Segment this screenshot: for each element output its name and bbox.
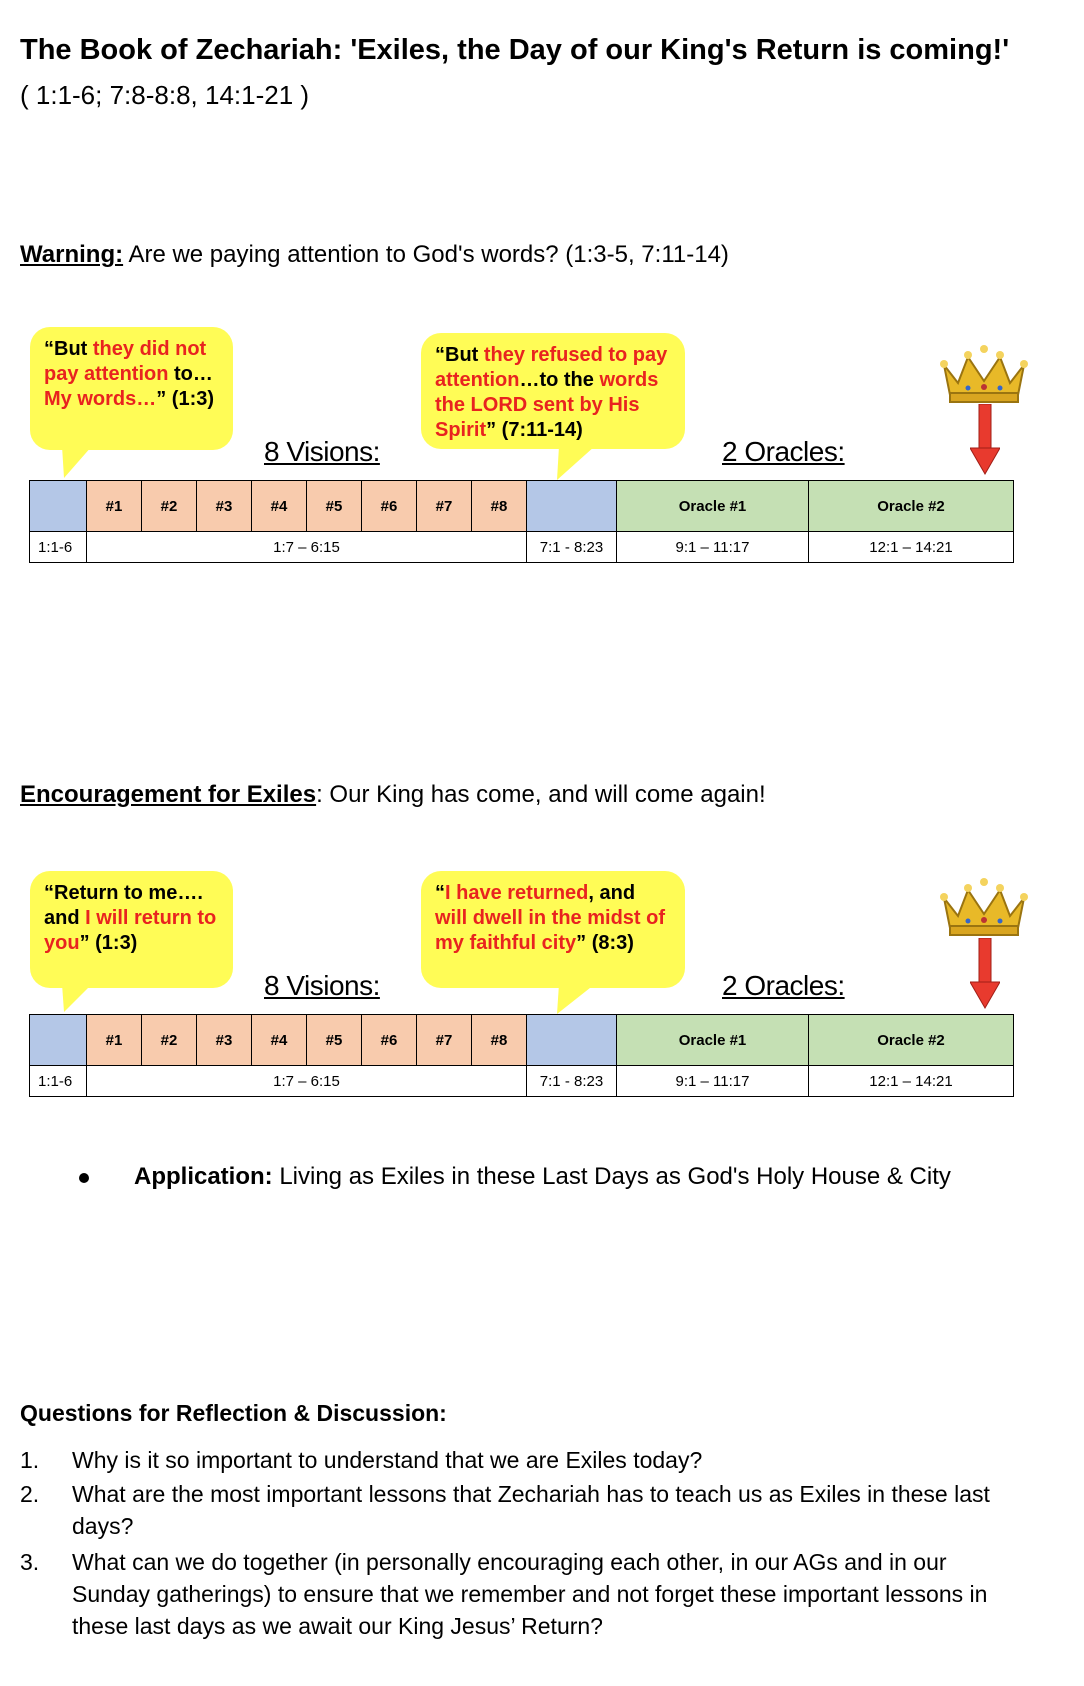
timeline-table xyxy=(29,1014,1014,1097)
quote-text: “But xyxy=(44,338,93,360)
quote-text: “Return to me…. and xyxy=(44,882,203,929)
timeline-table xyxy=(29,480,1014,563)
question-item xyxy=(20,1546,1060,1648)
bubble-quote xyxy=(44,338,214,410)
oracle-2-cell: Oracle #2 xyxy=(809,1015,1014,1066)
ref-intro: 1:1-6 xyxy=(30,1066,87,1097)
ref-oracle-2: 12:1 – 14:21 xyxy=(809,532,1014,563)
speech-bubble-right xyxy=(421,333,685,449)
vision-cell: #3 xyxy=(197,1015,252,1066)
ref-oracle-1: 9:1 – 11:17 xyxy=(617,532,809,563)
bubble-tail xyxy=(555,446,599,482)
question-number: 2. xyxy=(20,1481,40,1507)
middle-cell xyxy=(527,1015,617,1066)
ref-visions: 1:7 – 6:15 xyxy=(87,1066,527,1097)
vision-cell: #4 xyxy=(252,481,307,532)
question-number: 1. xyxy=(20,1447,40,1473)
ref-oracle-1: 9:1 – 11:17 xyxy=(617,1066,809,1097)
speech-bubble-right xyxy=(421,871,685,988)
bubble-tail xyxy=(62,984,96,1014)
vision-cell: #2 xyxy=(142,1015,197,1066)
warning-line xyxy=(20,241,729,269)
crown-icon xyxy=(938,876,1030,938)
question-text: What are the most important lessons that Zechariah has to teach us as Exiles in these last days? xyxy=(72,1481,990,1539)
highlight-text: will dwell in the midst of my faithful city xyxy=(435,907,666,954)
vision-cell: #6 xyxy=(362,1015,417,1066)
bullet-icon xyxy=(79,1173,89,1183)
vision-cell: #4 xyxy=(252,1015,307,1066)
oracles-heading: 2 Oracles: xyxy=(722,970,845,1001)
question-number: 3. xyxy=(20,1549,40,1575)
encouragement-line xyxy=(20,781,766,809)
vision-cell: #5 xyxy=(307,481,362,532)
vision-cell: #6 xyxy=(362,481,417,532)
oracle-1-cell: Oracle #1 xyxy=(617,481,809,532)
down-arrow-icon xyxy=(970,404,1000,476)
oracle-2-cell: Oracle #2 xyxy=(809,481,1014,532)
vision-cell: #2 xyxy=(142,481,197,532)
page-title: The Book of Zechariah: 'Exiles, the Day of our King's Return is coming!' xyxy=(20,34,1010,66)
application-text: Living as Exiles in these Last Days as God's Holy House & City xyxy=(272,1163,951,1190)
visions-heading: 8 Visions: xyxy=(264,970,380,1001)
questions-title: Questions for Reflection & Discussion: xyxy=(20,1400,447,1426)
application-line xyxy=(134,1163,951,1191)
vision-cell: #5 xyxy=(307,1015,362,1066)
ref-oracle-2: 12:1 – 14:21 xyxy=(809,1066,1014,1097)
warning-text: Are we paying attention to God's words? (1:3-5, 7:11-14) xyxy=(123,241,729,268)
question-item xyxy=(20,1478,1060,1546)
intro-cell xyxy=(30,481,87,532)
question-text: Why is it so important to understand that we are Exiles today? xyxy=(72,1447,703,1473)
highlight-text: I have returned xyxy=(445,882,589,904)
question-text: What can we do together (in personally encouraging each other, in our AGs and in our Sunday gatherings) to ensure that we remember and not forget these important lessons in these last days as we await our King Jesus’ Return? xyxy=(72,1549,988,1639)
quote-text: …to the xyxy=(519,369,600,391)
bubble-quote xyxy=(435,882,665,954)
crown-icon xyxy=(938,343,1030,405)
vision-cell: #1 xyxy=(87,1015,142,1066)
bubble-tail xyxy=(62,446,96,480)
vision-cell: #7 xyxy=(417,481,472,532)
quote-text: to… xyxy=(168,363,213,385)
quote-text: ” (7:11-14) xyxy=(486,419,583,441)
vision-cell: #8 xyxy=(472,481,527,532)
visions-heading: 8 Visions: xyxy=(264,436,380,467)
warning-label: Warning: xyxy=(20,241,124,268)
speech-bubble-left xyxy=(30,871,233,988)
vision-cell: #7 xyxy=(417,1015,472,1066)
encouragement-text: : Our King has come, and will come again! xyxy=(316,781,766,808)
highlight-text: words the LORD sent by His Spirit xyxy=(435,369,659,441)
speech-bubble-left xyxy=(30,327,233,450)
highlight-text: they did not pay attention xyxy=(44,338,207,385)
quote-text: ” (1:3) xyxy=(156,388,215,410)
quote-text: “ xyxy=(435,882,445,904)
bubble-quote xyxy=(44,882,216,954)
application-label: Application: xyxy=(134,1163,273,1190)
intro-cell xyxy=(30,1015,87,1066)
down-arrow-icon xyxy=(970,938,1000,1010)
encouragement-label: Encouragement for Exiles xyxy=(20,781,317,808)
bubble-quote xyxy=(435,344,667,441)
vision-cell: #3 xyxy=(197,481,252,532)
ref-middle: 7:1 - 8:23 xyxy=(527,1066,617,1097)
page-subtitle: ( 1:1-6; 7:8-8:8, 14:1-21 ) xyxy=(20,80,310,110)
oracles-heading: 2 Oracles: xyxy=(722,436,845,467)
quote-text: “But xyxy=(435,344,484,366)
vision-cell: #1 xyxy=(87,481,142,532)
highlight-text: I will return to you xyxy=(44,907,217,954)
ref-intro: 1:1-6 xyxy=(30,532,87,563)
middle-cell xyxy=(527,481,617,532)
bubble-tail xyxy=(555,984,599,1016)
question-item xyxy=(20,1444,1060,1478)
ref-middle: 7:1 - 8:23 xyxy=(527,532,617,563)
quote-text: , and xyxy=(588,882,636,904)
vision-cell: #8 xyxy=(472,1015,527,1066)
quote-text: ” (1:3) xyxy=(79,932,138,954)
quote-text: ” (8:3) xyxy=(576,932,634,954)
highlight-text: they refused to pay attention xyxy=(435,344,668,391)
ref-visions: 1:7 – 6:15 xyxy=(87,532,527,563)
highlight-text: My words… xyxy=(44,388,157,410)
oracle-1-cell: Oracle #1 xyxy=(617,1015,809,1066)
